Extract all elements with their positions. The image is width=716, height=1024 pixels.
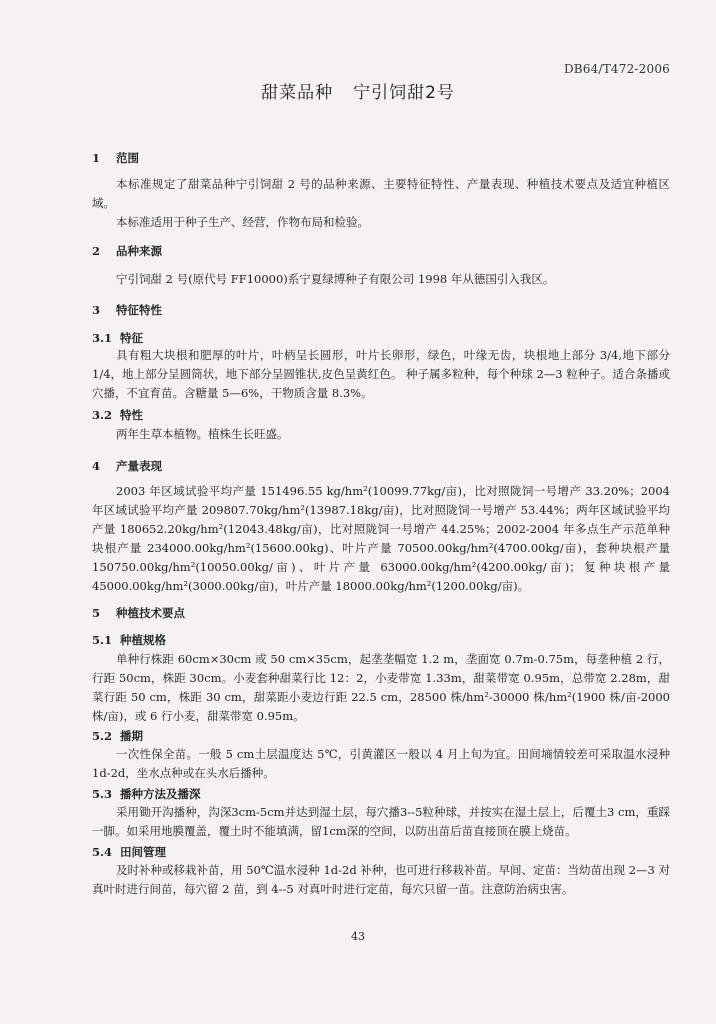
section-2-paragraph-1: 宁引饲甜 2 号(原代号 FF10000)系宁夏绿博种子有限公司 1998 年从德国引入我区。 — [116, 272, 555, 286]
section-2-body — [92, 270, 670, 289]
section-5-4-body — [92, 861, 670, 899]
section-5-1-body — [92, 650, 670, 726]
section-3-heading: 3 特征特性 — [92, 303, 162, 317]
section-5-3-paragraph: 采用锄开沟播种，沟深3cm-5cm并达到湿土层，每穴播3--5粒种球，并按实在湿土层上，后覆土3 cm，重踩一脚。如采用地膜覆盖，覆土时不能填满，留1cm深的空间，以防出苗后苗直接顶在膜上烧苗。 — [92, 805, 670, 838]
section-1-body — [92, 175, 670, 232]
section-5-4-heading: 5.4 田间管理 — [92, 845, 166, 859]
standard-code: DB64/T472-2006 — [563, 62, 670, 76]
section-3-1-heading: 3.1 特征 — [92, 331, 143, 345]
section-3-2-heading: 3.2 特性 — [92, 408, 143, 422]
section-5-3-heading: 5.3 播种方法及播深 — [92, 787, 201, 801]
page-number: 43 — [351, 930, 365, 943]
section-1-heading: 1 范围 — [92, 151, 139, 165]
section-4-body — [92, 482, 670, 596]
section-5-4-paragraph: 及时补种或移栽补苗，用 50℃温水浸种 1d-2d 补种，也可进行移栽补苗。早间、定苗：当幼苗出现 2—3 对真叶时进行间苗，每穴留 2 苗，到 4--5 对真叶时进行定苗，每穴只留一苗。注意防治病虫害。 — [92, 863, 670, 896]
section-3-2-paragraph: 两年生草本植物。植株生长旺盛。 — [116, 427, 289, 441]
section-4-paragraph: 2003 年区域试验平均产量 151496.55 kg/hm²(10099.77kg/亩)，比对照陇饲一号增产 33.20%；2004 年区域试验平均产量 209807.70kg/hm²(13987.18kg/亩)，比对照陇饲一号增产 53.44%；两年区域试验平均产量 180652.20kg/hm²(12043.48kg/亩)，比对照陇饲一号增产 44.25%；2002-2004 年多点生产示范单种块根产量 234000.00kg/hm²(15600.00kg)、叶片产量 70500.00kg/hm²(4700.00kg/亩)，套种块根产量 150750.00kg/hm²(10050.00kg/亩)、叶片产量 63000.00kg/hm²(4200.00kg/亩)；复种块根产量 45000.00kg/hm²(3000.00kg/亩)，叶片产量 18000.00kg/hm²(1200.00kg/亩)。 — [92, 484, 670, 593]
section-2-heading: 2 品种来源 — [92, 244, 162, 258]
section-5-3-body — [92, 803, 670, 841]
section-5-2-body — [92, 745, 670, 783]
section-5-1-heading: 5.1 种植规格 — [92, 633, 166, 647]
section-1-paragraph-2: 本标准适用于种子生产、经营，作物布局和检验。 — [116, 215, 369, 229]
section-3-2-body — [92, 425, 670, 444]
page-title — [0, 78, 716, 103]
section-4-heading: 4 产量表现 — [92, 459, 162, 473]
title-part-1: 甜菜品种 — [261, 83, 334, 103]
section-5-1-paragraph: 单种行株距 60cm×30cm 或 50 cm×35cm，起垄垄幅宽 1.2 m，垄面宽 0.7m-0.75m，每垄种植 2 行，行距 50cm，株距 30cm。小麦套种甜菜行比 12：2，小麦带宽 1.33m，甜菜带宽 0.95m，总带宽 2.28m，甜菜行距 50 cm，株距 30 cm，甜菜距小麦边行距 22.5 cm，28500 株/hm²-30000 株/hm²(1900 株/亩-2000 株/亩)，或 6 行小麦，甜菜带宽 0.95m。 — [92, 652, 670, 723]
section-5-2-heading: 5.2 播期 — [92, 729, 143, 743]
section-5-heading: 5 种植技术要点 — [92, 606, 185, 620]
section-3-1-paragraph: 具有粗大块根和肥厚的叶片，叶柄呈长圆形，叶片长卵形，绿色，叶缘无齿，块根地上部分 3/4,地下部分 1/4，地上部分呈圆筒状，地下部分呈圆锥状,皮色呈黄红色。 种子属多粒种，每个种球 2—3 粒种子。适合条播或穴播，不宜育苗。含糖量 5—6%，干物质含量 8.3%。 — [92, 348, 670, 400]
section-1-paragraph-1: 本标准规定了甜菜品种宁引饲甜 2 号的品种来源、主要特征特性、产量表现、种植技术要点及适宜种植区域。 — [92, 177, 670, 210]
section-3-1-body — [92, 346, 670, 403]
section-5-2-paragraph: 一次性保全苗。一般 5 cm土层温度达 5℃，引黄灌区一般以 4 月上旬为宜。田间墒情较差可采取温水浸种 1d-2d，坐水点种或在头水后播种。 — [92, 747, 670, 780]
title-part-2: 宁引饲甜2号 — [353, 83, 455, 103]
